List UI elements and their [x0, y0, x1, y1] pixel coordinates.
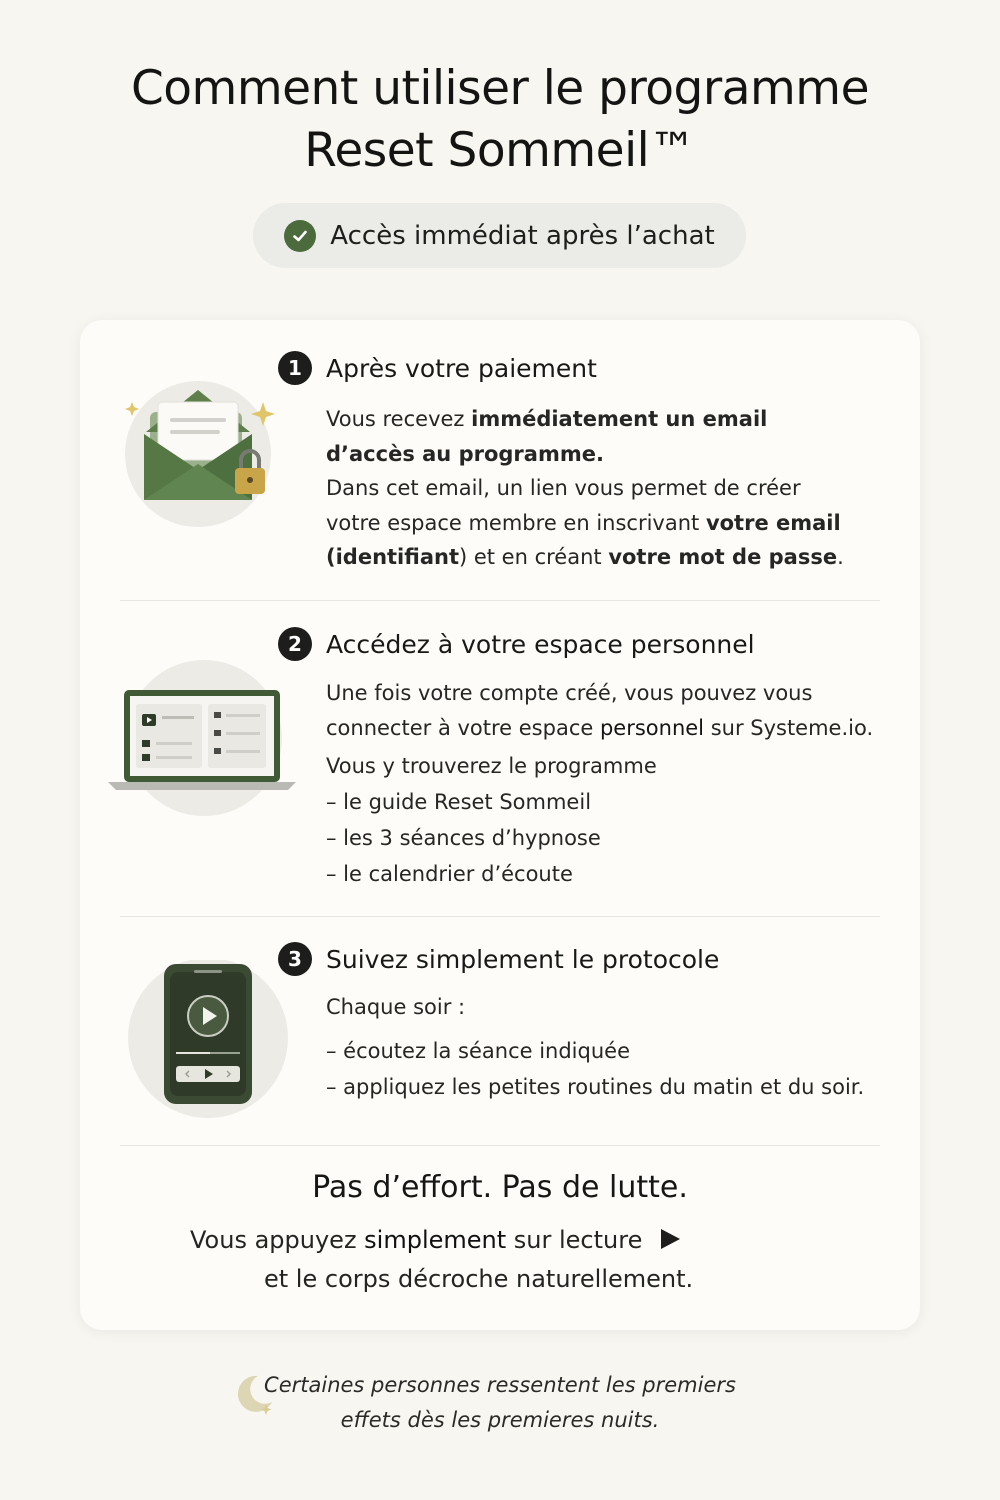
phone-player-icon — [126, 960, 290, 1120]
access-badge — [253, 203, 746, 268]
step-1-text — [326, 402, 851, 575]
step-3-text — [326, 990, 906, 1105]
footnote-line-2: effets dès les premieres nuits. — [340, 1408, 660, 1432]
step-3-p1: Chaque soir : — [326, 995, 466, 1019]
step-3-list-item: – appliquez les petites routines du matin et du soir. — [326, 1074, 865, 1099]
title-line-1: Comment utiliser le programme — [130, 61, 869, 116]
step-2-number: 2 — [278, 627, 312, 661]
step-2-list-item: – le calendrier d’écoute — [326, 861, 573, 886]
step-1-p1-text: Vous recevez — [326, 407, 472, 431]
closing-line-1 — [190, 1226, 682, 1254]
step-2-p1-emph: personnel — [599, 715, 705, 740]
step-2-list-item: – les 3 séances d’hypnose — [326, 825, 601, 850]
laptop-icon — [106, 656, 298, 816]
step-3-list-item: – écoutez la séance indiquée — [326, 1038, 630, 1063]
step-1-p2-bold-email: votre email (identifiant — [326, 510, 841, 569]
footnote-line-1: Certaines personnes ressentent les premiers — [264, 1373, 736, 1397]
step-2-p2: Vous y trouverez le programme — [326, 754, 657, 778]
closing-line-1-emph: simplement — [364, 1226, 507, 1254]
play-icon — [658, 1227, 682, 1251]
divider — [120, 1145, 880, 1146]
step-3-number: 3 — [278, 942, 312, 976]
access-badge-label: Accès immédiat après l’achat — [330, 220, 715, 251]
step-1-title: Après votre paiement — [326, 353, 597, 383]
closing-line-1-text: Vous appuyez — [190, 1226, 365, 1254]
page-title — [0, 58, 1000, 182]
title-line-2: Reset Sommeil™ — [304, 123, 696, 178]
step-2-heading — [278, 627, 755, 661]
closing-line-1-text-2: sur lecture — [506, 1226, 643, 1254]
step-1-p1-bold: immédiatement un email d’accès au programme. — [326, 407, 768, 466]
step-1-p2-text-2: ) et en créant — [458, 545, 609, 569]
step-2-list-item: – le guide Reset Sommeil — [326, 789, 592, 814]
step-2-p1-text-2: sur Systeme.io. — [704, 715, 874, 740]
step-1-p2-text: Dans cet email, un lien vous permet de créer votre espace membre en inscrivant — [326, 476, 801, 535]
step-2-text — [326, 676, 891, 892]
step-3-heading — [278, 942, 719, 976]
step-3-title: Suivez simplement le protocole — [326, 944, 720, 974]
step-1-number: 1 — [278, 351, 312, 385]
check-circle-icon — [284, 220, 316, 252]
divider — [120, 600, 880, 601]
step-2-p1-text: Une fois votre compte créé, vous pouvez vous connecter à votre espace — [326, 681, 813, 740]
footnote — [0, 1368, 1000, 1438]
step-2-title: Accédez à votre espace personnel — [326, 629, 755, 659]
step-1-p2-bold-password: votre mot de passe — [608, 545, 838, 569]
divider — [120, 916, 880, 917]
closing-title: Pas d’effort. Pas de lutte. — [312, 1170, 688, 1205]
email-lock-icon — [118, 372, 278, 532]
closing-line-2: et le corps décroche naturellement. — [264, 1265, 694, 1293]
step-1-heading — [278, 351, 597, 385]
step-1-p2-end: . — [837, 545, 844, 569]
steps-card — [80, 320, 920, 1330]
